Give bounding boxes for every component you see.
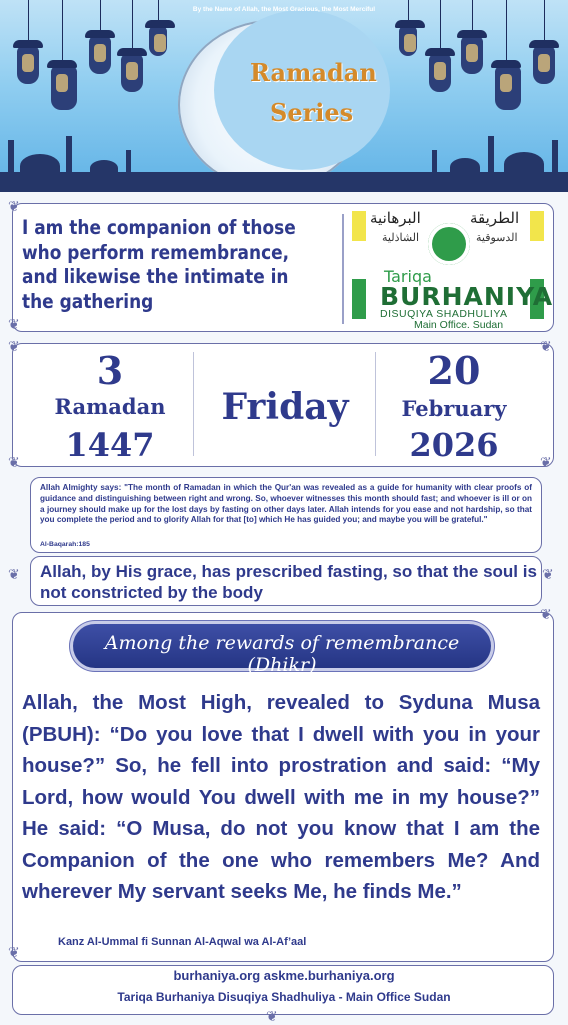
lantern-icon xyxy=(399,26,417,56)
lantern-icon xyxy=(51,66,77,110)
lantern-icon xyxy=(495,66,521,110)
header-banner xyxy=(0,0,568,192)
gregorian-year: 2026 xyxy=(409,426,499,464)
ornament-icon: ❦ xyxy=(8,944,20,960)
rewards-heading: Among the rewards of remembrance (Dhikr) xyxy=(104,632,460,676)
divider xyxy=(342,214,344,324)
quran-verse: Allah Almighty says: "The month of Ramadan in which the Qur'an was revealed as a guide for humanity with clear proofs of guidance and distinguishing between right and wrong. So, whoever witnesses this month should fast; and whoever is ill or on a journey should make up for the lost days by fasting on other days later. Allah intends for you ease and not hardship, so that you complete the period and to glorify Allah for that [to] which He has guided you; and maybe you will be grateful." xyxy=(40,483,532,525)
lantern-icon xyxy=(533,46,555,84)
ornament-icon: ❦ xyxy=(8,316,20,332)
logo-subtitle: DISUQIYA SHADHULIYA xyxy=(380,308,508,320)
gregorian-day: 20 xyxy=(427,348,481,393)
logo-arabic-sub-left: الشاذلية xyxy=(382,232,420,244)
burhaniya-logo xyxy=(352,209,554,331)
hadith-text: Allah, the Most High, revealed to Syduna Musa (PBUH): “Do you love that I dwell with you in your house?” So, he fell into prostration and said: “My Lord, how would You dwell with me in my house?” He said: “O Musa, do not you know that I am the Companion of the one who remembers Me? And wherever My servant seeks Me, he finds Me.” xyxy=(22,691,540,903)
ornament-icon: ❦ xyxy=(542,566,554,582)
companion-quote: I am the companion of those who perform remembrance, and likewise the intimate in the gathering xyxy=(22,216,296,313)
logo-emblem-icon xyxy=(428,223,470,265)
series-title-line1: Ramadan xyxy=(250,58,377,87)
gregorian-month: February xyxy=(401,396,507,421)
hadith-source: Kanz Al-Ummal fi Sunnan Al-Aqwal wa Al-Af’aal xyxy=(58,936,307,948)
series-title-line2: Series xyxy=(270,98,354,127)
hijri-day: 3 xyxy=(96,348,124,393)
ornament-icon: ❦ xyxy=(8,454,20,470)
lantern-icon xyxy=(17,46,39,84)
ornament-icon: ❦ xyxy=(540,338,552,354)
logo-burhaniya: BURHANIYA xyxy=(380,282,554,311)
lantern-icon xyxy=(121,54,143,92)
footer-links[interactable]: burhaniya.org askme.burhaniya.org xyxy=(173,968,395,983)
divider xyxy=(193,352,194,456)
lantern-icon xyxy=(149,26,167,56)
logo-tariqa: Tariqa xyxy=(384,267,432,286)
lantern-icon xyxy=(461,36,483,74)
basmala-text: By the Name of Allah, the Most Gracious, the Most Merciful xyxy=(192,6,376,13)
hijri-year: 1447 xyxy=(65,426,155,464)
logo-arabic-right: الطريقة xyxy=(470,210,520,227)
divider xyxy=(375,352,376,456)
footer-org: Tariqa Burhaniya Disuqiya Shadhuliya - Main Office Sudan xyxy=(117,990,451,1004)
verse-reference: Al-Baqarah:185 xyxy=(40,541,90,548)
lantern-icon xyxy=(429,54,451,92)
city-skyline xyxy=(0,172,568,192)
weekday: Friday xyxy=(221,386,349,428)
logo-arabic-left: البرهانية xyxy=(370,210,421,227)
ornament-icon: ❦ xyxy=(540,606,552,622)
ornament-icon: ❦ xyxy=(8,566,20,582)
hijri-month: Ramadan xyxy=(54,394,166,419)
logo-arabic-sub-right: الدسوقية xyxy=(476,232,518,244)
ornament-icon: ❦ xyxy=(8,338,20,354)
ornament-icon: ❦ xyxy=(266,1008,278,1024)
logo-office: Main Office. Sudan xyxy=(414,319,504,331)
lantern-icon xyxy=(89,36,111,74)
grace-statement: Allah, by His grace, has prescribed fasting, so that the soul is not constricted by the body xyxy=(40,562,537,602)
ornament-icon: ❦ xyxy=(540,454,552,470)
ornament-icon: ❦ xyxy=(8,198,20,214)
